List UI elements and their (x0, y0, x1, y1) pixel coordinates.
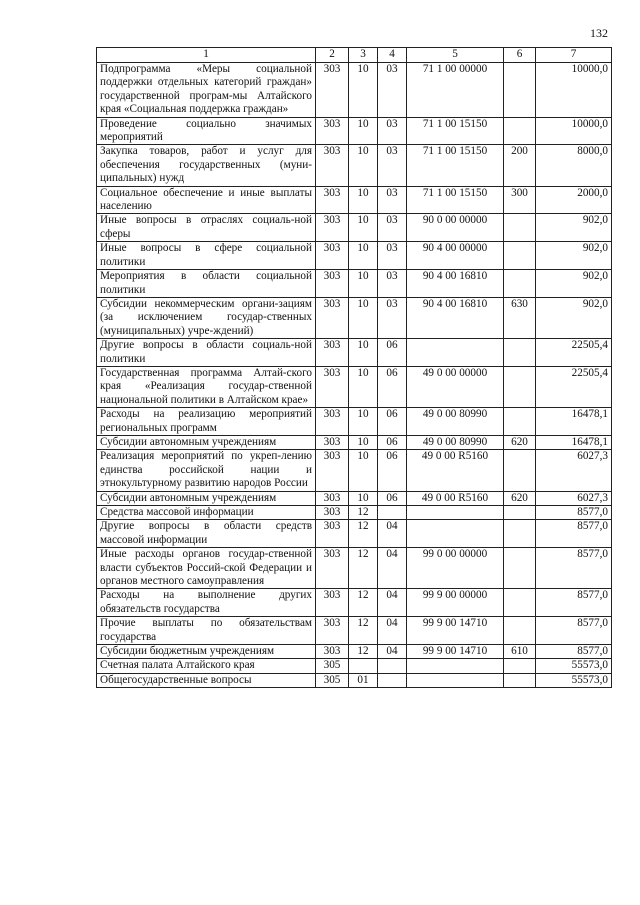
row-code-target: 49 0 00 80990 (407, 435, 504, 449)
row-name: Иные вопросы в сфере социальной политики (97, 242, 316, 270)
table-row (97, 548, 612, 589)
row-code-admin: 303 (316, 491, 349, 505)
table-row (97, 63, 612, 118)
row-amount: 902,0 (536, 297, 612, 338)
row-code-admin: 303 (316, 589, 349, 617)
row-code-target (407, 659, 504, 673)
row-name: Закупка товаров, работ и услуг для обеспечения государственных (муни-ципальных) нужд (97, 145, 316, 186)
table-row (97, 659, 612, 673)
row-code-subsection: 03 (378, 297, 407, 338)
row-code-target: 99 9 00 00000 (407, 589, 504, 617)
row-code-subsection (378, 659, 407, 673)
row-code-target: 99 0 00 00000 (407, 548, 504, 589)
row-name: Расходы на реализацию мероприятий региональных программ (97, 408, 316, 436)
row-name: Общегосударственные вопросы (97, 673, 316, 687)
row-code-section: 12 (349, 589, 378, 617)
row-code-section: 10 (349, 63, 378, 118)
row-code-subsection: 03 (378, 242, 407, 270)
row-code-section: 10 (349, 366, 378, 407)
row-code-target: 49 0 00 R5160 (407, 491, 504, 505)
row-code-admin: 303 (316, 63, 349, 118)
row-code-expense-type (504, 450, 536, 491)
row-code-expense-type (504, 270, 536, 298)
row-amount: 902,0 (536, 270, 612, 298)
table-row (97, 214, 612, 242)
row-code-section: 12 (349, 645, 378, 659)
column-header: 4 (378, 48, 407, 63)
row-code-section: 10 (349, 270, 378, 298)
row-code-subsection: 04 (378, 548, 407, 589)
table-row (97, 117, 612, 145)
row-name: Подпрограмма «Меры социальной поддержки отдельных категорий граждан» государственной програм-мы Алтайского края «Социальная поддержка граждан» (97, 63, 316, 118)
table-row (97, 366, 612, 407)
page-number: 132 (590, 26, 608, 40)
row-code-expense-type (504, 408, 536, 436)
row-code-admin: 303 (316, 435, 349, 449)
row-code-target (407, 506, 504, 520)
row-name: Иные вопросы в отраслях социаль-ной сферы (97, 214, 316, 242)
table-body (97, 63, 612, 688)
table-row (97, 408, 612, 436)
table-row (97, 673, 612, 687)
row-code-target: 71 1 00 15150 (407, 186, 504, 214)
row-name: Субсидии некоммерческим органи-зациям (за исключением государ-ственных (муниципальных) учре-ждений) (97, 297, 316, 338)
row-name: Средства массовой информации (97, 506, 316, 520)
table-row (97, 450, 612, 491)
row-code-admin: 303 (316, 186, 349, 214)
table-row (97, 645, 612, 659)
row-name: Прочие выплаты по обязательствам государства (97, 617, 316, 645)
column-header: 1 (97, 48, 316, 63)
table-row (97, 270, 612, 298)
row-code-section: 12 (349, 520, 378, 548)
row-code-subsection: 06 (378, 408, 407, 436)
row-code-target: 99 9 00 14710 (407, 617, 504, 645)
row-amount: 8577,0 (536, 617, 612, 645)
row-code-subsection: 03 (378, 214, 407, 242)
row-code-expense-type: 620 (504, 491, 536, 505)
row-code-admin: 303 (316, 117, 349, 145)
row-code-section: 10 (349, 491, 378, 505)
column-header: 2 (316, 48, 349, 63)
row-code-subsection: 03 (378, 63, 407, 118)
table-row (97, 186, 612, 214)
row-code-section: 10 (349, 450, 378, 491)
column-header: 6 (504, 48, 536, 63)
row-code-section: 10 (349, 186, 378, 214)
row-code-section: 01 (349, 673, 378, 687)
row-name: Расходы на выполнение других обязательств государства (97, 589, 316, 617)
row-code-expense-type (504, 339, 536, 367)
row-code-admin: 303 (316, 408, 349, 436)
row-code-section: 12 (349, 506, 378, 520)
row-amount: 55573,0 (536, 673, 612, 687)
row-code-subsection (378, 506, 407, 520)
column-header: 5 (407, 48, 504, 63)
row-name: Мероприятия в области социальной политики (97, 270, 316, 298)
row-amount: 22505,4 (536, 339, 612, 367)
table-row (97, 339, 612, 367)
row-code-target: 71 1 00 00000 (407, 63, 504, 118)
row-code-expense-type: 300 (504, 186, 536, 214)
table-row (97, 242, 612, 270)
table-row (97, 617, 612, 645)
row-code-target: 90 4 00 16810 (407, 270, 504, 298)
row-amount: 902,0 (536, 214, 612, 242)
row-name: Государственная программа Алтай-ского края «Реализация государ-ственной национальной политики в Алтайском крае» (97, 366, 316, 407)
row-code-admin: 303 (316, 548, 349, 589)
row-code-expense-type (504, 659, 536, 673)
row-code-subsection: 06 (378, 435, 407, 449)
row-name: Субсидии бюджетным учреждениям (97, 645, 316, 659)
row-code-subsection: 04 (378, 645, 407, 659)
row-code-expense-type: 610 (504, 645, 536, 659)
row-code-target: 90 4 00 00000 (407, 242, 504, 270)
row-code-subsection: 04 (378, 617, 407, 645)
row-code-subsection: 06 (378, 339, 407, 367)
row-code-expense-type (504, 673, 536, 687)
row-amount: 10000,0 (536, 117, 612, 145)
row-amount: 8577,0 (536, 548, 612, 589)
row-code-subsection: 04 (378, 520, 407, 548)
row-amount: 2000,0 (536, 186, 612, 214)
row-code-target (407, 673, 504, 687)
row-name: Другие вопросы в области средств массовой информации (97, 520, 316, 548)
row-code-expense-type (504, 117, 536, 145)
table-row (97, 520, 612, 548)
row-code-admin: 303 (316, 145, 349, 186)
row-code-expense-type (504, 242, 536, 270)
row-amount: 55573,0 (536, 659, 612, 673)
row-code-section: 10 (349, 145, 378, 186)
row-code-target (407, 520, 504, 548)
row-code-section: 10 (349, 435, 378, 449)
row-code-expense-type (504, 366, 536, 407)
row-name: Субсидии автономным учреждениям (97, 491, 316, 505)
table-row (97, 491, 612, 505)
row-code-expense-type: 620 (504, 435, 536, 449)
row-code-target: 90 4 00 16810 (407, 297, 504, 338)
row-code-target: 71 1 00 15150 (407, 117, 504, 145)
table-row (97, 145, 612, 186)
row-code-expense-type (504, 520, 536, 548)
budget-table (96, 47, 612, 688)
row-code-admin: 305 (316, 673, 349, 687)
row-code-target: 90 0 00 00000 (407, 214, 504, 242)
row-code-subsection: 03 (378, 117, 407, 145)
row-code-admin: 303 (316, 450, 349, 491)
row-amount: 8000,0 (536, 145, 612, 186)
column-header: 3 (349, 48, 378, 63)
row-code-admin: 303 (316, 366, 349, 407)
row-amount: 8577,0 (536, 645, 612, 659)
column-header: 7 (536, 48, 612, 63)
row-code-section: 10 (349, 214, 378, 242)
row-amount: 902,0 (536, 242, 612, 270)
row-amount: 16478,1 (536, 408, 612, 436)
row-amount: 6027,3 (536, 491, 612, 505)
row-code-expense-type: 630 (504, 297, 536, 338)
row-code-admin: 303 (316, 645, 349, 659)
row-code-subsection: 03 (378, 270, 407, 298)
row-code-section (349, 659, 378, 673)
row-code-section: 10 (349, 339, 378, 367)
row-code-target: 99 9 00 14710 (407, 645, 504, 659)
row-code-admin: 303 (316, 297, 349, 338)
table-row (97, 297, 612, 338)
row-code-admin: 303 (316, 242, 349, 270)
row-code-expense-type: 200 (504, 145, 536, 186)
row-code-subsection: 03 (378, 186, 407, 214)
row-amount: 6027,3 (536, 450, 612, 491)
row-name: Субсидии автономным учреждениям (97, 435, 316, 449)
row-code-admin: 303 (316, 214, 349, 242)
row-code-expense-type (504, 617, 536, 645)
row-code-admin: 303 (316, 339, 349, 367)
row-code-subsection: 06 (378, 491, 407, 505)
row-amount: 10000,0 (536, 63, 612, 118)
table-row (97, 435, 612, 449)
row-code-section: 10 (349, 297, 378, 338)
row-name: Проведение социально значимых мероприятий (97, 117, 316, 145)
row-code-section: 12 (349, 548, 378, 589)
row-code-admin: 303 (316, 270, 349, 298)
row-amount: 16478,1 (536, 435, 612, 449)
table-row (97, 506, 612, 520)
row-amount: 8577,0 (536, 589, 612, 617)
row-amount: 22505,4 (536, 366, 612, 407)
row-name: Иные расходы органов государ-ственной власти субъектов Россий-ской Федерации и органов местного самоуправления (97, 548, 316, 589)
row-code-section: 10 (349, 408, 378, 436)
row-code-subsection (378, 673, 407, 687)
row-amount: 8577,0 (536, 520, 612, 548)
row-code-target: 49 0 00 80990 (407, 408, 504, 436)
row-code-section: 10 (349, 117, 378, 145)
row-code-admin: 303 (316, 520, 349, 548)
row-code-expense-type (504, 589, 536, 617)
row-code-target (407, 339, 504, 367)
row-code-admin: 303 (316, 617, 349, 645)
row-code-admin: 303 (316, 506, 349, 520)
row-name: Другие вопросы в области социаль-ной политики (97, 339, 316, 367)
row-code-expense-type (504, 63, 536, 118)
row-code-admin: 305 (316, 659, 349, 673)
row-code-section: 12 (349, 617, 378, 645)
row-code-subsection: 04 (378, 589, 407, 617)
row-code-target: 49 0 00 00000 (407, 366, 504, 407)
row-name: Социальное обеспечение и иные выплаты населению (97, 186, 316, 214)
row-amount: 8577,0 (536, 506, 612, 520)
row-name: Реализация мероприятий по укреп-лению единства российской нации и этнокультурному развитию народов России (97, 450, 316, 491)
row-code-subsection: 06 (378, 450, 407, 491)
row-code-expense-type (504, 548, 536, 589)
table-header-row (97, 48, 612, 63)
row-name: Счетная палата Алтайского края (97, 659, 316, 673)
row-code-section: 10 (349, 242, 378, 270)
row-code-subsection: 03 (378, 145, 407, 186)
row-code-expense-type (504, 214, 536, 242)
row-code-expense-type (504, 506, 536, 520)
table-row (97, 589, 612, 617)
row-code-target: 71 1 00 15150 (407, 145, 504, 186)
row-code-target: 49 0 00 R5160 (407, 450, 504, 491)
row-code-subsection: 06 (378, 366, 407, 407)
